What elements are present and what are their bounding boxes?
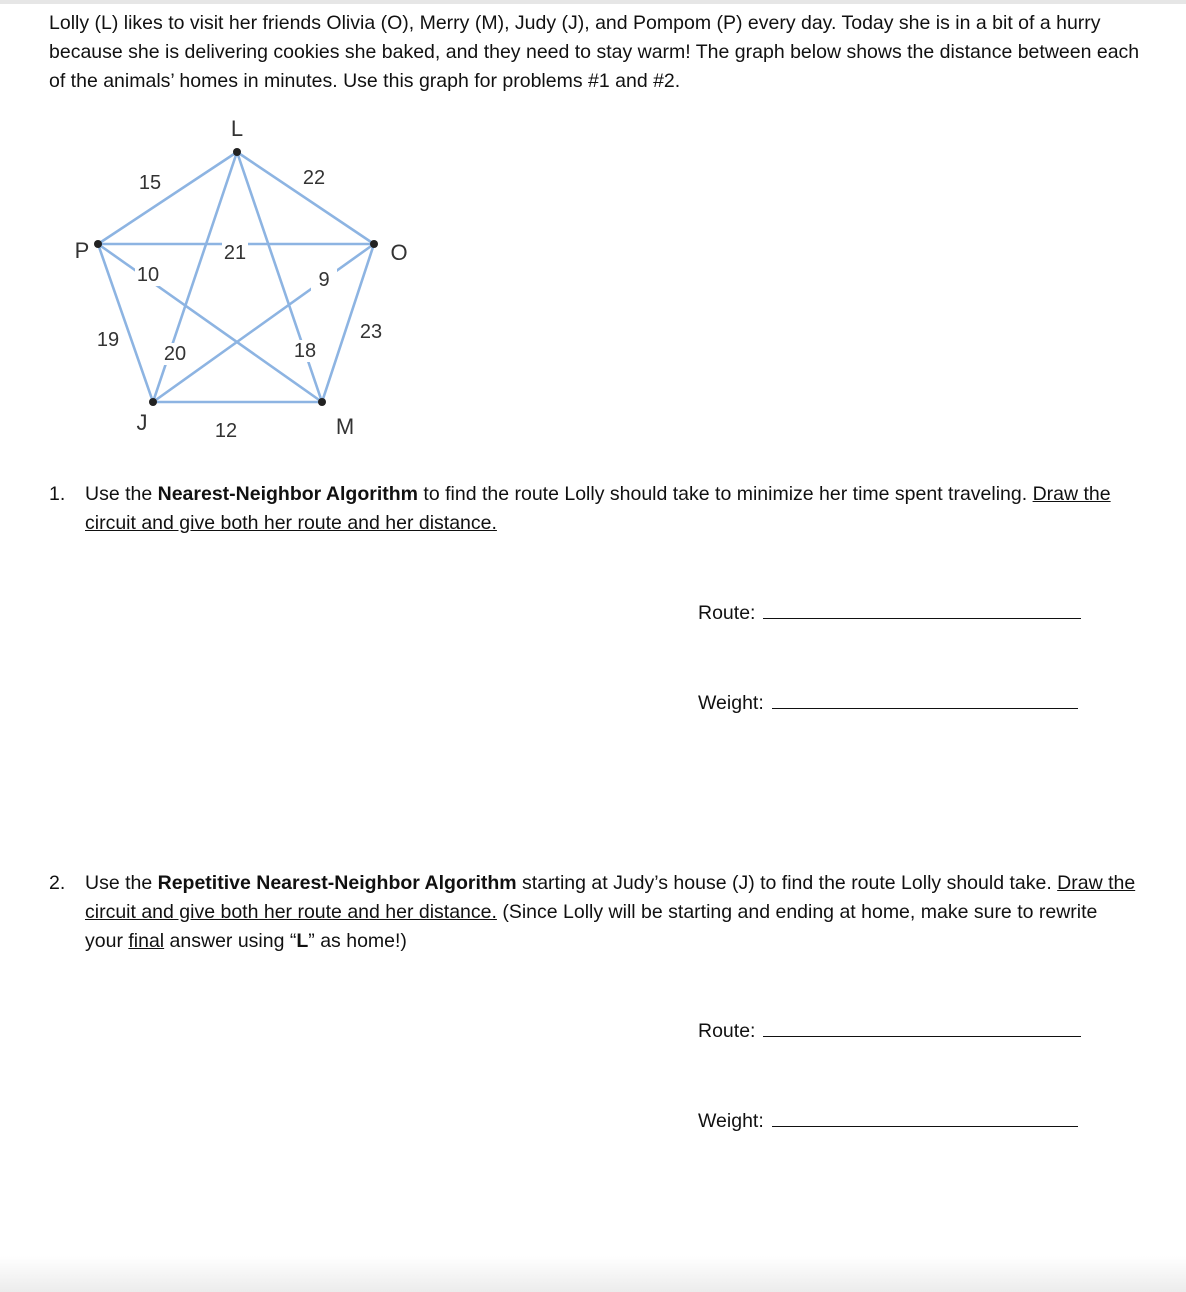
- edge-L-O: [237, 152, 374, 244]
- algorithm-name: Nearest-Neighbor Algorithm: [157, 483, 419, 505]
- vertex-label-L: L: [230, 116, 244, 141]
- edge-weight-P-O: 21: [223, 242, 247, 264]
- edge-L-M: [237, 152, 322, 402]
- edge-weight-J-M: 12: [214, 420, 238, 442]
- vertex-L: [233, 148, 241, 156]
- route-answer-line[interactable]: [763, 1035, 1081, 1037]
- question-1-text: Use the Nearest-Neighbor Algorithm to find the route Lolly should take to minimize her time spent traveling. Draw the circuit and give both her route and her distance.: [85, 483, 1111, 534]
- vertex-O: [370, 240, 378, 248]
- edge-weight-O-M: 23: [359, 321, 383, 343]
- q2-route-answer[interactable]: [698, 1018, 1081, 1044]
- edge-weight-O-J: 9: [318, 269, 330, 291]
- home-letter: L: [296, 930, 309, 952]
- instruction-underlined: Draw the circuit and give both her route and her distance.: [85, 872, 1136, 923]
- edge-weight-P-J: 19: [96, 329, 120, 351]
- weight-answer-line[interactable]: [772, 1125, 1078, 1127]
- algorithm-name: Repetitive Nearest-Neighbor Algorithm: [157, 872, 517, 894]
- route-label: Route:: [698, 1020, 756, 1042]
- q1-weight-answer[interactable]: [698, 690, 1078, 716]
- edge-L-P: [98, 152, 237, 244]
- vertex-J: [149, 398, 157, 406]
- vertex-label-J: J: [136, 410, 148, 435]
- page-top-edge: [0, 0, 1186, 4]
- question-2: [49, 869, 1139, 956]
- vertex-label-P: P: [74, 238, 90, 263]
- vertex-M: [318, 398, 326, 406]
- vertex-P: [94, 240, 102, 248]
- final-word: final: [128, 930, 165, 952]
- route-label: Route:: [698, 602, 756, 624]
- intro-paragraph: Lolly (L) likes to visit her friends Olivia (O), Merry (M), Judy (J), and Pompom (P) every day. Today she is in a bit of a hurry because she is delivering cookies she baked, and they need to stay warm! The graph below shows the distance between each of the animals’ homes in minutes. Use this graph for problems #1 and #2.: [49, 12, 1140, 92]
- weight-label: Weight:: [698, 1110, 764, 1132]
- instruction-underlined: Draw the circuit and give both her route and her distance.: [85, 483, 1111, 534]
- vertex-label-O: O: [390, 240, 408, 265]
- vertex-label-M: M: [335, 414, 355, 439]
- edge-weight-P-M: 10: [136, 264, 160, 286]
- question-2-number: 2.: [49, 872, 66, 894]
- q2-weight-answer[interactable]: [698, 1108, 1078, 1134]
- page-bottom-edge: [0, 1256, 1186, 1292]
- edge-weight-L-P: 15: [138, 172, 162, 194]
- distance-graph: [0, 100, 440, 450]
- question-2-text: Use the Repetitive Nearest-Neighbor Algorithm starting at Judy’s house (J) to find the route Lolly should take. Draw the circuit and give both her route and her distance. (Since Lolly will be starting and ending at home, make sure to rewrite your final answer using “L” as home!): [85, 872, 1136, 952]
- edge-P-M: [98, 244, 322, 402]
- edge-weight-L-M: 18: [293, 340, 317, 362]
- question-1: [49, 480, 1139, 538]
- q1-route-answer[interactable]: [698, 600, 1081, 626]
- route-answer-line[interactable]: [763, 617, 1081, 619]
- edge-weight-L-J: 20: [163, 343, 187, 365]
- edge-weight-L-O: 22: [302, 167, 326, 189]
- edge-O-J: [153, 244, 374, 402]
- weight-answer-line[interactable]: [772, 707, 1078, 709]
- weight-label: Weight:: [698, 692, 764, 714]
- question-1-number: 1.: [49, 483, 66, 505]
